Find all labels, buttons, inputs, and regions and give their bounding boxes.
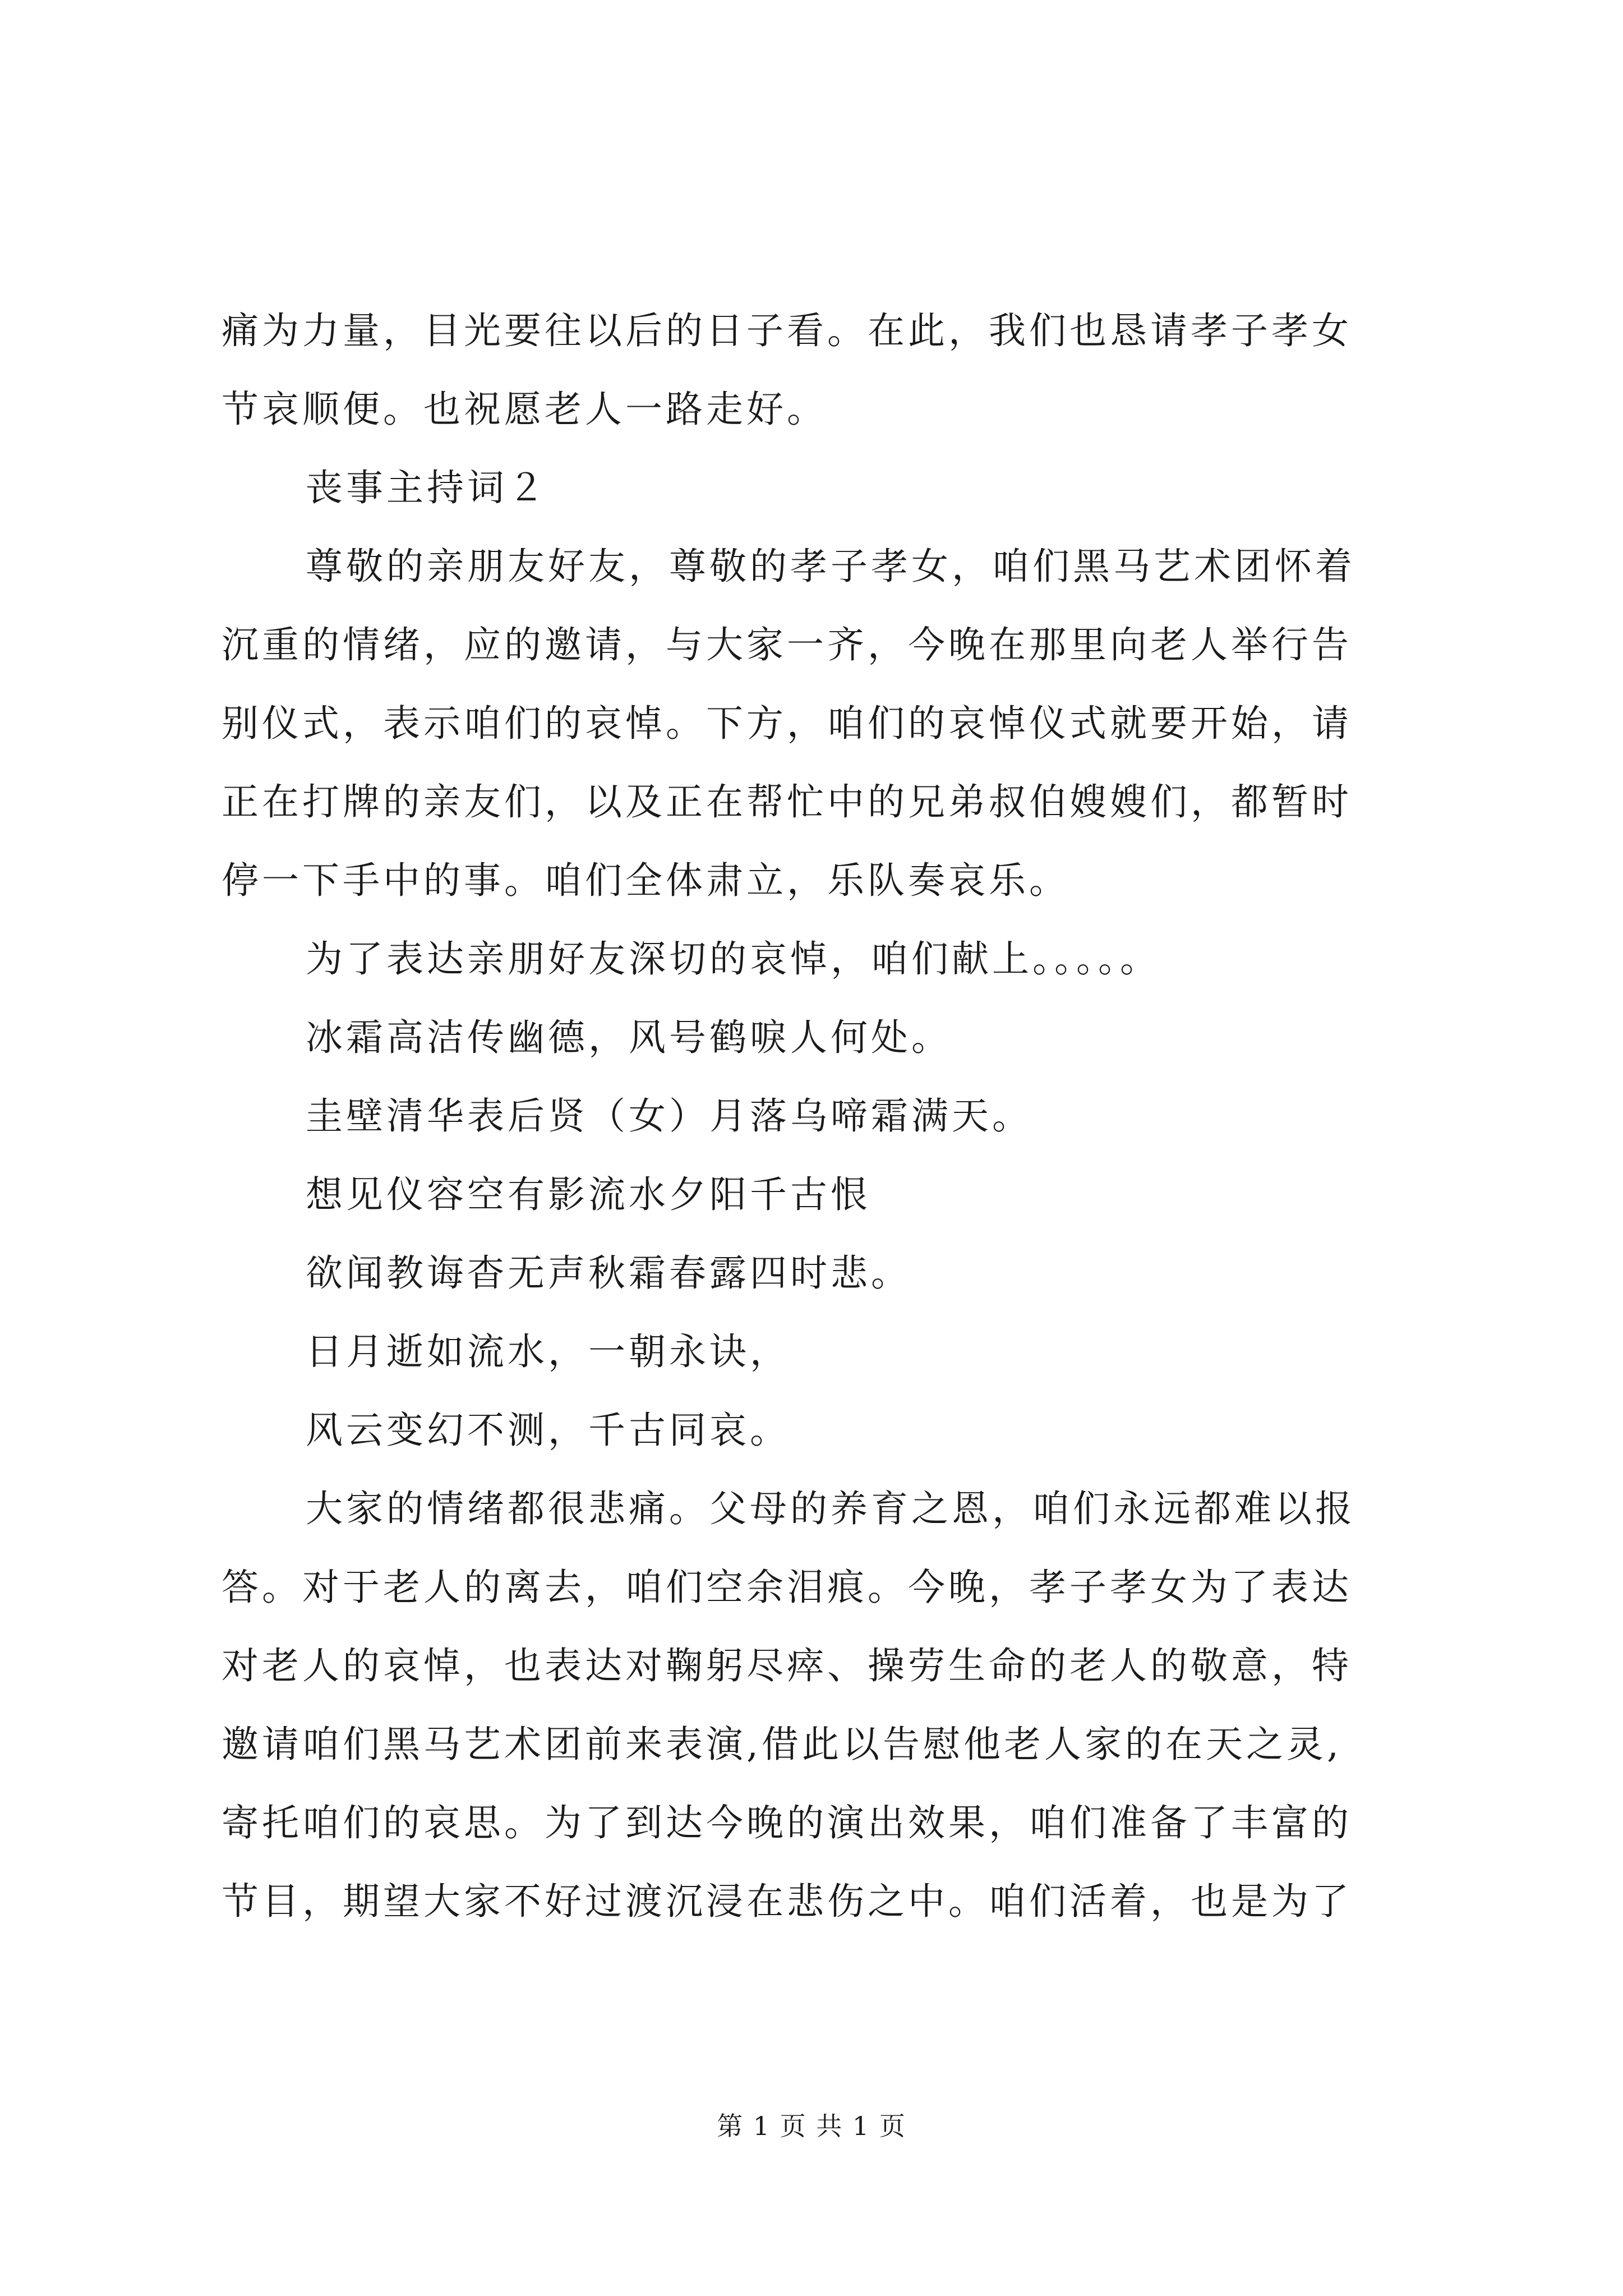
text-line: 节哀顺便。也祝愿老人一路走好。 [222,388,827,431]
text-line: 痛为力量，目光要往以后的日子看。在此，我们也恳请孝子孝女 [222,309,1352,352]
text-line: 尊敬的亲朋友好友，尊敬的孝子孝女，咱们黑马艺术团怀着 [306,545,1355,588]
verse-line: 日月逝如流水，一朝永诀， [306,1330,790,1373]
text-line: 寄托咱们的哀思。为了到达今晚的演出效果，咱们准备了丰富的 [222,1801,1352,1844]
verse-line: 想见仪容空有影流水夕阳千古恨 [306,1173,871,1216]
text-line: 沉重的情绪，应的邀请，与大家一齐，今晚在那里向老人举行告 [222,623,1352,666]
document-body [222,292,1416,1941]
text-line: 别仪式，表示咱们的哀悼。下方，咱们的哀悼仪式就要开始，请 [222,702,1352,745]
verse-line: 圭壁清华表后贤（女）月落乌啼霜满天。 [306,1094,1032,1138]
text-line: 对老人的哀悼，也表达对鞠躬尽瘁、操劳生命的老人的敬意，特 [222,1644,1352,1687]
text-line: 邀请咱们黑马艺术团前来表演,借此以告慰他老人家的在天之灵, [222,1723,1342,1766]
verse-line: 欲闻教诲杳无声秋霜春露四时悲。 [306,1251,911,1295]
section-heading: 丧事主持词２ [306,466,548,509]
text-line: 正在打牌的亲友们，以及正在帮忙中的兄弟叔伯嫂嫂们，都暂时 [222,780,1352,823]
page-number-footer: 第 1 页 共 1 页 [717,2111,906,2141]
text-line: 答。对于老人的离去，咱们空余泪痕。今晚，孝子孝女为了表达 [222,1566,1352,1609]
verse-line: 冰霜高洁传幽德，风号鹤唳人何处。 [306,1016,952,1059]
text-line: 停一下手中的事。咱们全体肃立，乐队奏哀乐。 [222,859,1069,902]
text-line: 为了表达亲朋好友深切的哀悼，咱们献上。。。。。 [306,937,1160,981]
text-line: 大家的情绪都很悲痛。父母的养育之恩，咱们永远都难以报 [306,1487,1355,1530]
verse-line: 风云变幻不测，千古同哀。 [306,1409,790,1452]
text-line: 节目，期望大家不好过渡沉浸在悲伤之中。咱们活着，也是为了 [222,1880,1352,1923]
